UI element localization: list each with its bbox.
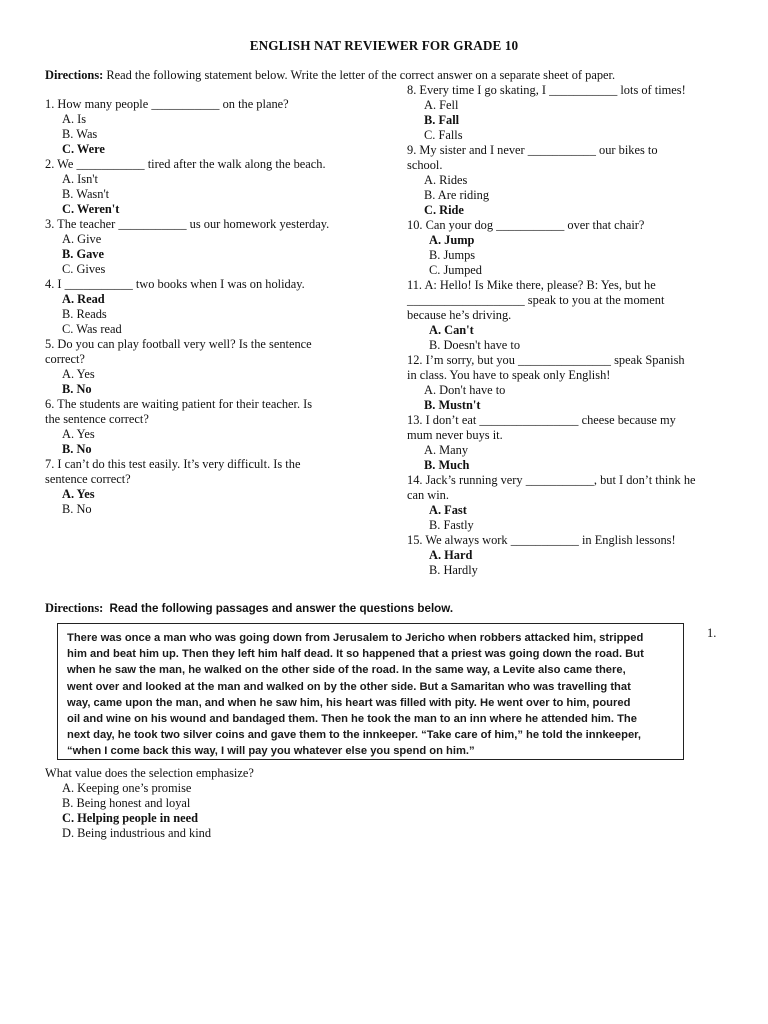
passage-question: [45, 766, 445, 841]
passage-line: him and beat him up. Then they left him half dead. It so happened that a priest was going down the road. But: [67, 648, 644, 661]
question-text: the sentence correct?: [45, 412, 149, 426]
answer-option: B. Wasn't: [62, 187, 110, 201]
answer-option: B. No: [62, 502, 92, 516]
question-text: 13. I don’t eat ________________ cheese because my: [407, 413, 676, 427]
question-text: correct?: [45, 352, 85, 366]
question-text: in class. You have to speak only English!: [407, 368, 611, 382]
answer-option: A. Fell: [424, 98, 459, 112]
answer-option: A. Isn't: [62, 172, 98, 186]
passage-line: when he saw the man, he walked on the other side of the road. In the same way, a Levite also came there,: [67, 664, 626, 677]
question-text: sentence correct?: [45, 472, 131, 486]
question-text: school.: [407, 158, 443, 172]
directions-instructions: [45, 68, 615, 83]
reading-passage: [57, 623, 684, 760]
question-text: 9. My sister and I never ___________ our bikes to: [407, 143, 658, 157]
question-text: can win.: [407, 488, 449, 502]
answer-option: A. Rides: [424, 173, 468, 187]
answer-options: [45, 781, 445, 841]
directions-text: Read the following passages and answer the questions below.: [109, 602, 454, 615]
correct-answer-option: A. Fast: [429, 503, 467, 517]
passage-line: oil and wine on his wound and bandaged them. Then he took the man to an inn where he attended him. The: [67, 713, 637, 726]
question-text: because he’s driving.: [407, 308, 512, 322]
question-text: 14. Jack’s running very ___________, but I don’t think he: [407, 473, 696, 487]
answer-option: A. Many: [424, 443, 469, 457]
answer-option: A. Is: [62, 112, 87, 126]
passage-line: “when I come back this way, I will pay you whatever else you spend on him.”: [67, 745, 475, 758]
question-text: 15. We always work ___________ in English lessons!: [407, 533, 676, 547]
answer-option: B. Doesn't have to: [429, 338, 521, 352]
question-text: 11. A: Hello! Is Mike there, please? B: Yes, but he: [407, 278, 656, 292]
answer-option: B. Being honest and loyal: [62, 796, 191, 810]
passage-line: There was once a man who was going down from Jerusalem to Jericho when robbers attacked him, stripped: [67, 632, 644, 644]
answer-option: B. Hardly: [429, 563, 478, 577]
question-text: 6. The students are waiting patient for their teacher. Is: [45, 397, 313, 411]
correct-answer-option: B. No: [62, 442, 92, 456]
question-text: 7. I can’t do this test easily. It’s very difficult. Is the: [45, 457, 301, 471]
answer-option: C. Gives: [62, 262, 106, 276]
answer-option: A. Give: [62, 232, 102, 246]
correct-answer-option: C. Ride: [424, 203, 464, 217]
answer-option: B. Fastly: [429, 518, 474, 532]
directions-label: Directions:: [45, 601, 104, 615]
answer-option: C. Falls: [424, 128, 463, 142]
correct-answer-option: C. Weren't: [62, 202, 120, 216]
correct-answer-option: B. Much: [424, 458, 470, 472]
correct-answer-option: A. Read: [62, 292, 105, 306]
answer-option: B. Was: [62, 127, 98, 141]
questions-right-column: [407, 83, 727, 578]
directions-label: Directions:: [45, 68, 104, 82]
questions-left-column: [45, 97, 365, 517]
question-text: 1. How many people ___________ on the plane?: [45, 97, 289, 111]
question-text: 12. I’m sorry, but you _______________ speak Spanish: [407, 353, 685, 367]
passage-line: went over and looked at the man and walked on by the other side. But a Samaritan who was travelling that: [67, 680, 631, 693]
question-text: 5. Do you can play football very well? Is the sentence: [45, 337, 312, 351]
answer-option: A. Don't have to: [424, 383, 506, 397]
question-text: 8. Every time I go skating, I ___________ lots of times!: [407, 83, 686, 97]
passage-line: way, came upon the man, and when he saw him, his heart was filled with pity. He went over to him, poured: [67, 696, 631, 709]
answer-option: A. Keeping one’s promise: [62, 781, 192, 795]
question-text: 10. Can your dog ___________ over that chair?: [407, 218, 645, 232]
passage-directions: [45, 601, 453, 616]
answer-option: B. Reads: [62, 307, 107, 321]
correct-answer-option: A. Hard: [429, 548, 473, 562]
correct-answer-option: A. Can't: [429, 323, 474, 337]
correct-answer-option: B. Gave: [62, 247, 104, 261]
question-text: 3. The teacher ___________ us our homework yesterday.: [45, 217, 330, 231]
passage-line: next day, he took two silver coins and gave them to the innkeeper. “Take care of him,” he told the innkeeper,: [67, 729, 642, 742]
question-text: What value does the selection emphasize?: [45, 766, 254, 780]
answer-option: C. Jumped: [429, 263, 483, 277]
answer-option: D. Being industrious and kind: [62, 826, 212, 840]
answer-option: C. Was read: [62, 322, 122, 336]
correct-answer-option: C. Were: [62, 142, 105, 156]
answer-option: B. Jumps: [429, 248, 476, 262]
correct-answer-option: B. No: [62, 382, 92, 396]
correct-answer-option: A. Jump: [429, 233, 475, 247]
page-title: ENGLISH NAT REVIEWER FOR GRADE 10: [249, 38, 519, 53]
correct-answer-option: B. Fall: [424, 113, 460, 127]
passage-question-number: 1.: [707, 626, 717, 640]
question-text: 4. I ___________ two books when I was on holiday.: [45, 277, 305, 291]
answer-option: A. Yes: [62, 367, 95, 381]
correct-answer-option: C. Helping people in need: [62, 811, 198, 825]
question-text: mum never buys it.: [407, 428, 503, 442]
question-text: ___________________ speak to you at the moment: [407, 293, 665, 307]
correct-answer-option: B. Mustn't: [424, 398, 481, 412]
answer-option: A. Yes: [62, 427, 95, 441]
question-text: 2. We ___________ tired after the walk along the beach.: [45, 157, 326, 171]
correct-answer-option: A. Yes: [62, 487, 95, 501]
directions-text: Read the following statement below. Write the letter of the correct answer on a separate sheet of paper.: [103, 68, 616, 82]
answer-option: B. Are riding: [424, 188, 490, 202]
